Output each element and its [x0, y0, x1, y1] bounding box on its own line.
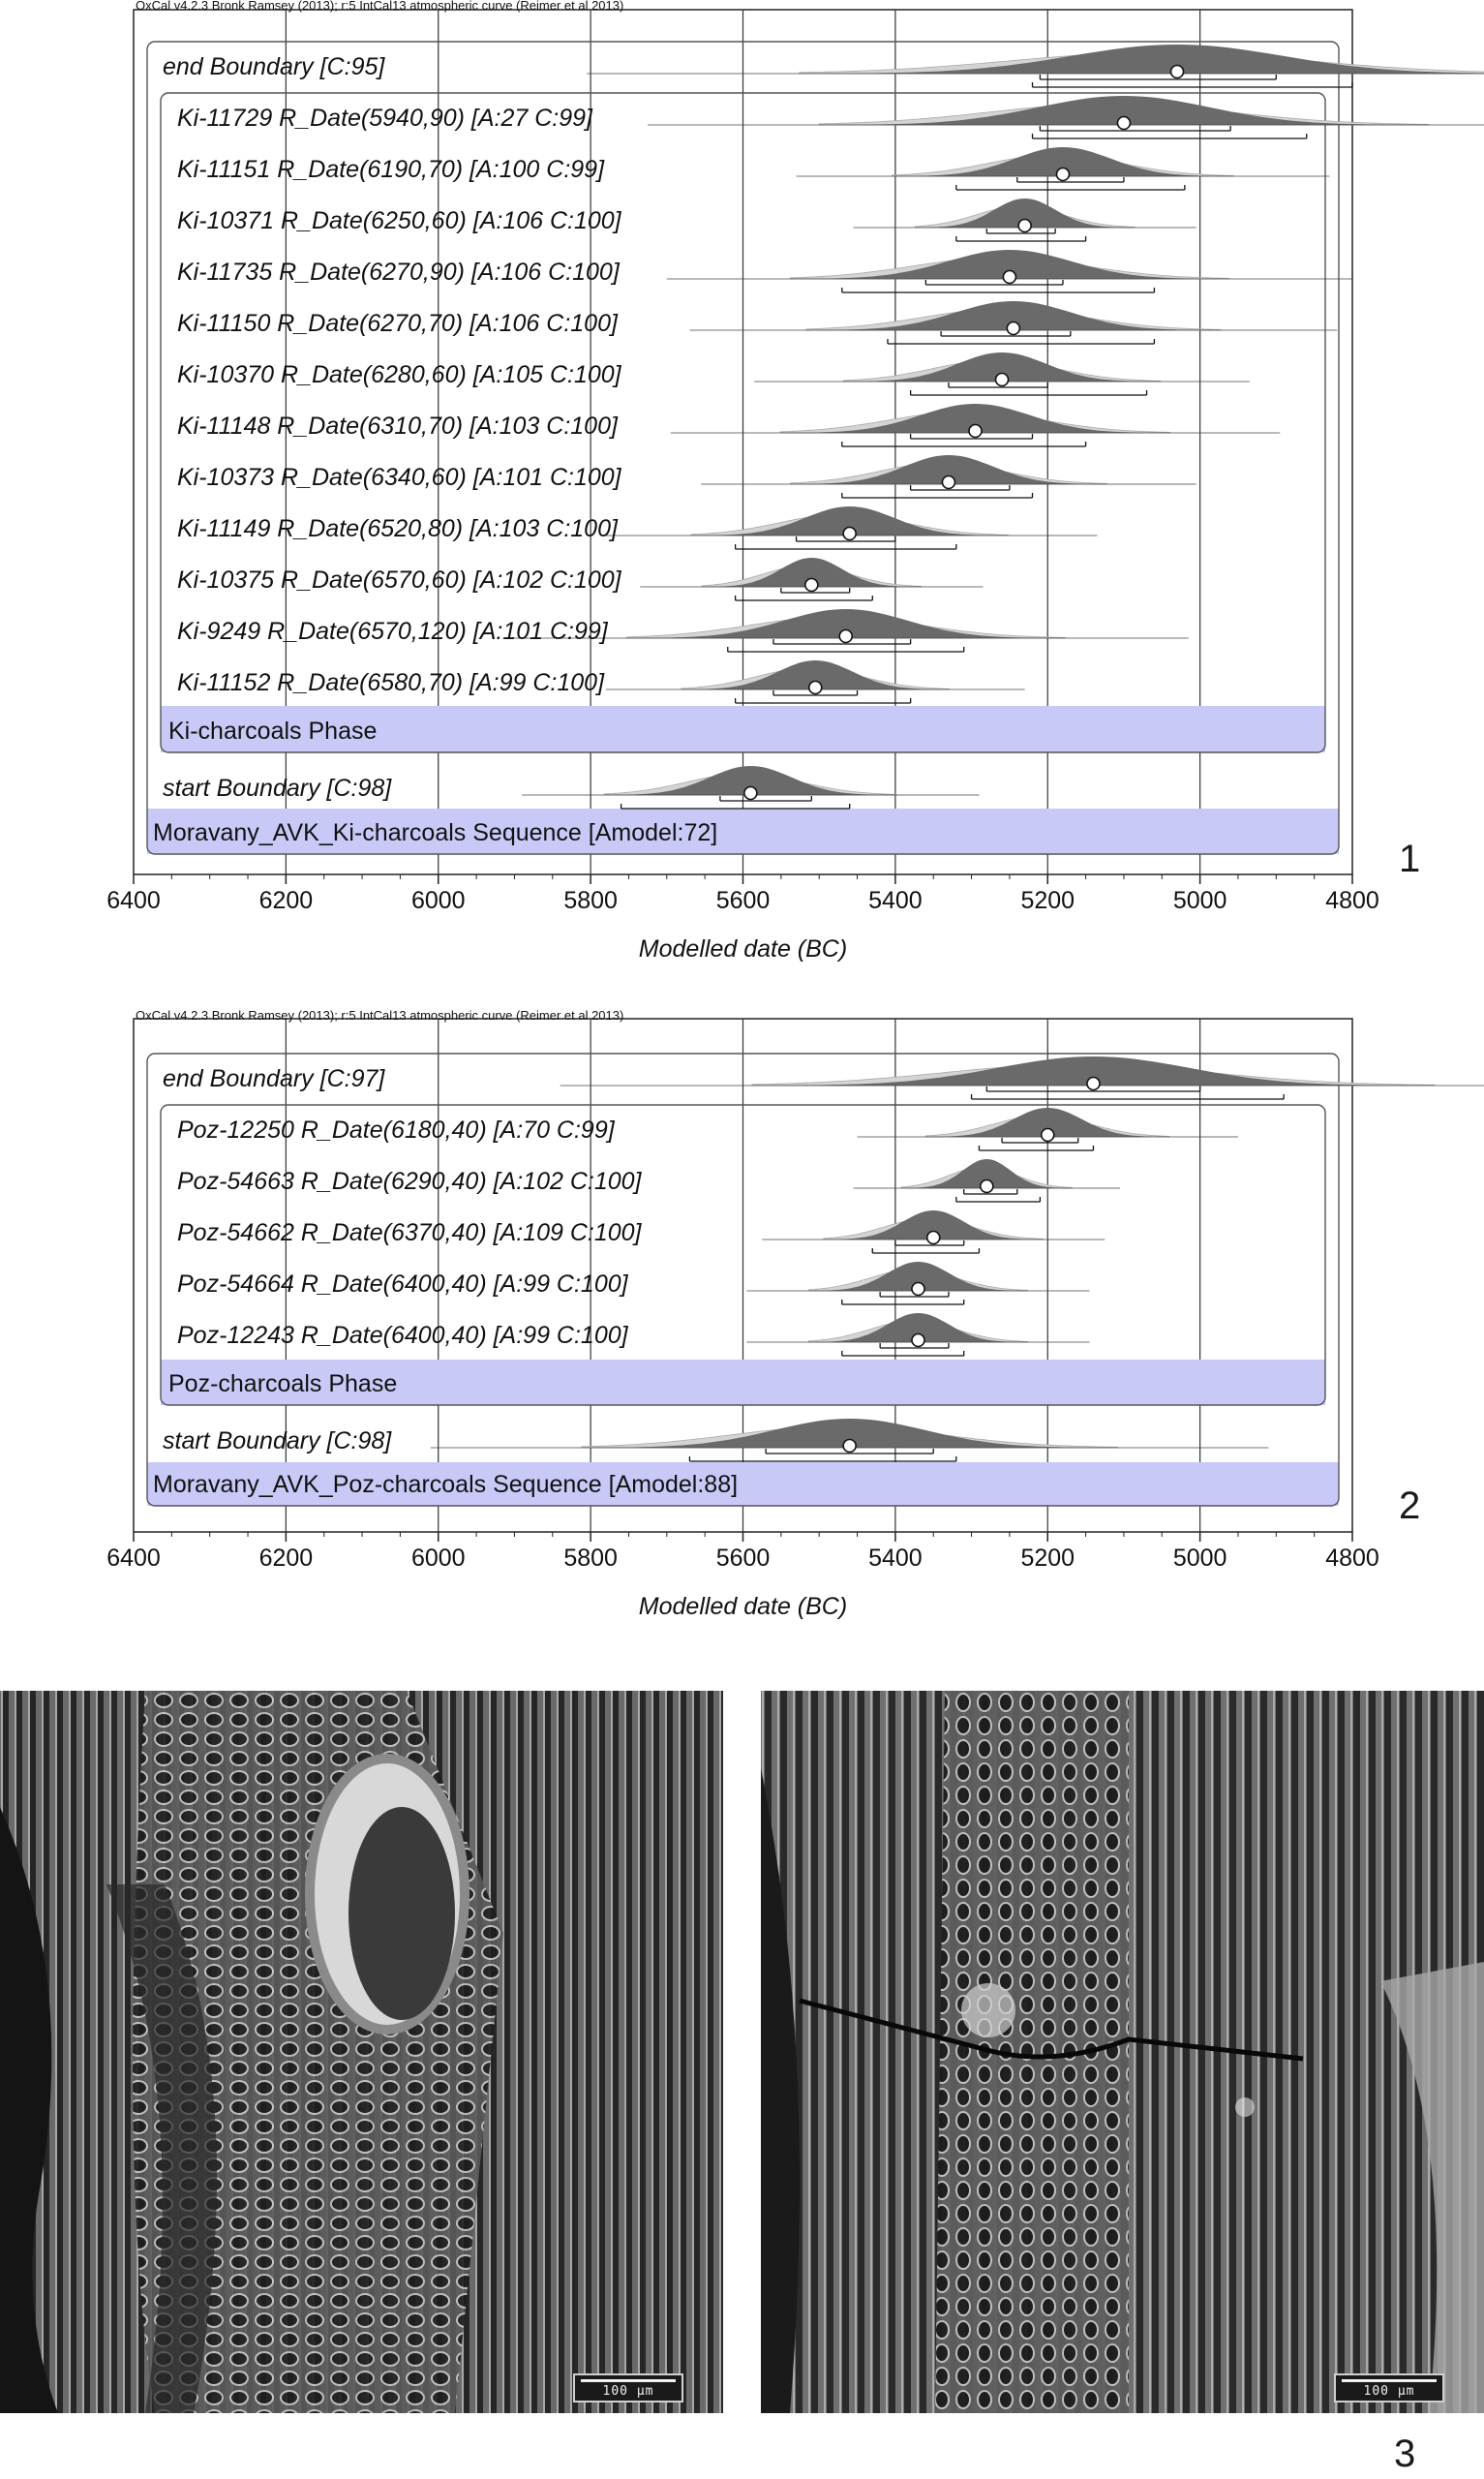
row-label: Ki-11149 R_Date(6520,80) [A:103 C:100]: [177, 515, 618, 542]
x-tick-label: 6400: [106, 887, 161, 914]
row-label: start Boundary [C:98]: [163, 1427, 392, 1454]
row-label: Ki-11152 R_Date(6580,70) [A:99 C:100]: [177, 669, 605, 696]
median-marker: [843, 528, 856, 540]
median-marker: [839, 630, 852, 643]
row-label: Poz-54663 R_Date(6290,40) [A:102 C:100]: [177, 1168, 642, 1195]
panel-label-3: 3: [1394, 2433, 1416, 2475]
median-marker: [1007, 322, 1019, 335]
median-marker: [1003, 271, 1015, 284]
row-label: Ki-11150 R_Date(6270,70) [A:106 C:100]: [177, 310, 618, 337]
median-marker: [1171, 66, 1184, 78]
x-axis-label: Modelled date (BC): [638, 935, 848, 963]
scale-bar-left: [573, 2373, 683, 2402]
median-marker: [1056, 168, 1069, 181]
x-tick-label: 4800: [1325, 1545, 1379, 1572]
row-label: Ki-10375 R_Date(6570,60) [A:102 C:100]: [177, 566, 621, 594]
x-tick-label: 5000: [1172, 1545, 1227, 1572]
row-label: Ki-11151 R_Date(6190,70) [A:100 C:99]: [177, 156, 605, 183]
sequence-label: Moravany_AVK_Ki-charcoals Sequence [Amodel:72]: [153, 819, 718, 846]
sem-micrograph-left: [0, 1691, 723, 2413]
median-marker: [843, 1440, 856, 1453]
median-marker: [912, 1283, 924, 1296]
x-tick-label: 6000: [410, 887, 466, 914]
plot-header: OxCal v4.2.3 Bronk Ramsey (2013); r:5 IntCal13 atmospheric curve (Reimer et al 2013): [136, 1008, 624, 1023]
row-label: end Boundary [C:97]: [163, 1065, 385, 1092]
panel-label-2: 2: [1399, 1484, 1421, 1527]
median-marker: [981, 1180, 993, 1193]
row-label: Ki-9249 R_Date(6570,120) [A:101 C:99]: [177, 618, 608, 645]
scale-bar-left-label: 100 μm: [602, 2384, 654, 2399]
row-label: end Boundary [C:95]: [163, 53, 385, 80]
plot-header: OxCal v4.2.3 Bronk Ramsey (2013); r:5 IntCal13 atmospheric curve (Reimer et al 2013): [136, 0, 624, 13]
median-marker: [744, 787, 757, 800]
row-label: Ki-11148 R_Date(6310,70) [A:103 C:100]: [177, 413, 618, 440]
x-tick-label: 5600: [715, 1545, 771, 1572]
median-marker: [969, 425, 982, 438]
median-marker: [996, 374, 1009, 386]
row-label: Poz-12243 R_Date(6400,40) [A:99 C:100]: [177, 1322, 628, 1349]
panel-label-1: 1: [1399, 838, 1421, 880]
x-tick-label: 5400: [868, 887, 923, 914]
sem-micrograph-right: [761, 1691, 1484, 2413]
row-label: Ki-10373 R_Date(6340,60) [A:101 C:100]: [177, 464, 621, 491]
scale-bar-right: [1334, 2373, 1444, 2402]
sequence-label: Moravany_AVK_Poz-charcoals Sequence [Amodel:88]: [153, 1471, 739, 1498]
x-tick-label: 6000: [410, 1545, 466, 1572]
x-tick-label: 5200: [1020, 1545, 1075, 1572]
x-tick-label: 5200: [1020, 887, 1075, 914]
row-label: start Boundary [C:98]: [163, 775, 392, 802]
median-marker: [805, 579, 818, 592]
row-label: Ki-10370 R_Date(6280,60) [A:105 C:100]: [177, 361, 621, 388]
phase-label: Poz-charcoals Phase: [168, 1370, 398, 1397]
row-label: Poz-54662 R_Date(6370,40) [A:109 C:100]: [177, 1219, 642, 1246]
x-tick-label: 4800: [1325, 887, 1379, 914]
median-marker: [1018, 220, 1031, 232]
x-tick-label: 5400: [868, 1545, 923, 1572]
x-tick-label: 5000: [1172, 887, 1227, 914]
row-label: Ki-10371 R_Date(6250,60) [A:106 C:100]: [177, 207, 621, 234]
median-marker: [927, 1232, 940, 1244]
oxcal-plot-1: [134, 10, 1484, 884]
median-marker: [1087, 1078, 1100, 1090]
row-label: Poz-54664 R_Date(6400,40) [A:99 C:100]: [177, 1270, 628, 1298]
row-label: Ki-11729 R_Date(5940,90) [A:27 C:99]: [177, 105, 592, 132]
x-tick-label: 5800: [563, 1545, 618, 1572]
x-tick-label: 6200: [258, 1545, 314, 1572]
row-label: Poz-12250 R_Date(6180,40) [A:70 C:99]: [177, 1117, 615, 1144]
median-marker: [1042, 1129, 1054, 1142]
scale-bar-right-label: 100 μm: [1363, 2384, 1415, 2399]
x-tick-label: 5600: [715, 887, 771, 914]
median-marker: [942, 476, 954, 489]
median-marker: [1117, 117, 1130, 130]
row-label: Ki-11735 R_Date(6270,90) [A:106 C:100]: [177, 259, 620, 286]
median-marker: [809, 682, 822, 694]
x-axis-label: Modelled date (BC): [638, 1593, 848, 1620]
median-marker: [912, 1334, 924, 1347]
x-tick-label: 5800: [563, 887, 618, 914]
x-tick-label: 6200: [258, 887, 314, 914]
phase-label: Ki-charcoals Phase: [168, 718, 378, 745]
x-tick-label: 6400: [106, 1545, 161, 1572]
